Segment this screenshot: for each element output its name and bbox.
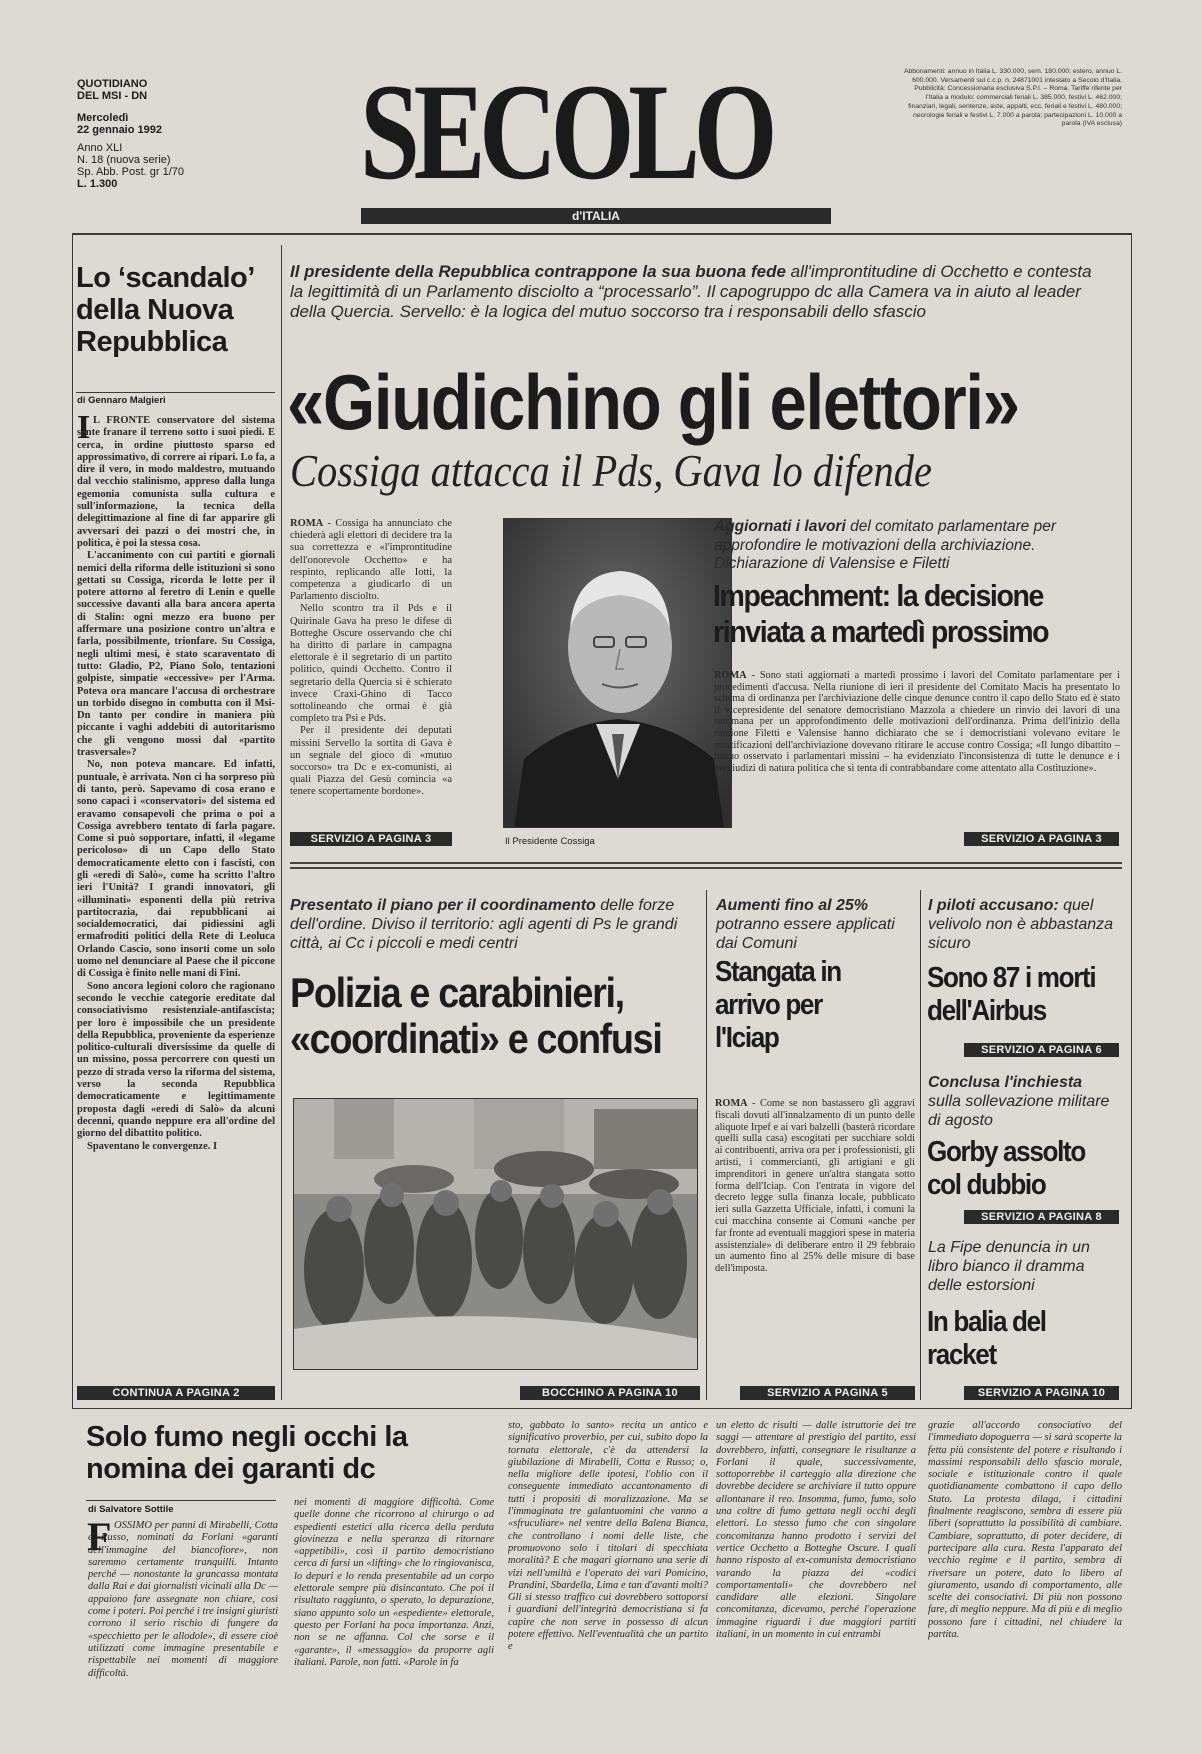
main-headline: «Giudichino gli elettori» — [287, 358, 1019, 446]
iciap-body — [715, 1098, 915, 1376]
impeachment-headline: Impeachment: la decisione rinviata a martedì prossimo — [713, 578, 1049, 649]
cossiga-portrait-svg — [504, 519, 732, 828]
gorby-kicker-bold: Conclusa l'inchiesta — [928, 1074, 1083, 1091]
main-para-1 — [290, 518, 452, 603]
photo-caption: Il Presidente Cossiga — [505, 836, 595, 847]
main-para-1-text: - Cossiga ha annunciato che chiederà agli elettori di decidere tra la sua correttezza e «l'improntitudine dell'onorevole Occhetto» e ha respinto, replicando alle Iotti, la competenza a giudicarlo di un Parlamento disciolto. — [290, 518, 452, 603]
section-separator — [290, 862, 1122, 869]
polizia-bocchino-bar[interactable]: BOCCHINO A PAGINA 10 — [520, 1386, 700, 1400]
main-servizio-bar[interactable]: SERVIZIO A PAGINA 3 — [290, 832, 452, 846]
cossiga-photo — [503, 518, 732, 828]
bottom-col-2: nei momenti di maggiore difficoltà. Come quelle donne che ricorrono al chirurgo o ad espedienti estetici alla ricerca della perduta giovinezza e nella speranza di ritornare «appetibili», così il partito democristiano cerca di farsi un «lifting» che lo ringiovanisca, lo depuri e lo renda presentabile ad un corpo elettorale sempre più disincantato. Che poi il risultato raggiunto, o sperato, lo depurazione, siano appunto solo un «espediente» elettorale, questo per Forlani ha poca importanza. Anzi, non se ne affanna. Col che sorse e il «garante», il «messaggio» da proporre agli italiani. Parole, non fatti. «Parole in fa — [294, 1497, 494, 1668]
bottom-col-4: un eletto dc risulti — dalle istruttorie dei tre saggi — attentare al prestigio del partito, essi dovrebbero, infatti, consegnare le risultanze a Forlani il quale, successivamente, sottoporrebbe il carteggio alla direzione che dovrebbe decidere se archiviare il tutto oppure allontanare il reo. Insomma, fumo, fumo, solo una coltre di fumo gettata negli occhi degli elettori. Lo stesso fumo che con singolare concomitanza hanno prodotto i servizi del vertice Occhetto a Botteghe Oscure. I quali hanno risposto al ex-comunista democristiano varando la piazza dei «codici comportamentali» che dovrebbero nel candidare alle elezioni. Singolare concomitanza, dicevamo, perché l'operazione immagine riguardi i due maggiori partiti italiani, in un momento in cui entrambi — [716, 1420, 916, 1641]
gorby-headline: Gorby assolto col dubbio — [927, 1136, 1085, 1201]
frame-bottom-rule — [72, 1408, 1132, 1409]
polizia-kicker-rest: delle forze dell'ordine. Diviso il territorio: agli agenti di Ps le grandi città, ai Cc i piccoli e medi centri — [290, 897, 678, 952]
main-dateline: ROMA — [290, 518, 324, 529]
airbus-headline: Sono 87 i morti dell'Airbus — [927, 962, 1096, 1027]
masthead-weekday: Mercoledì — [77, 112, 129, 124]
iciap-text: - Come se non bastassero gli aggravi fiscali dovuti all'innalzamento di un punto delle aliquote Irpef e ai vari balzelli (basterà ricordare quelli sulla casa) escogitati per succhiare soldi ai contribuenti, arriva ora per i professionisti, gli artisti, i commercianti, gli artigiani e gli imprenditori in genere un'altra stangata sotto forma dell'Iciap. Con l'entrata in vigore del decreto legge sulla finanza locale, pubblicato ieri sulla Gazzetta Ufficiale, infatti, i comuni la cui macchina consente ai Comuni «anche per far fronte ad eventuali maggiori spese in materia assistenziale» di deliberare entro il 29 febbraio un aumento fino al 25% delle misure di base dell'imposta. — [715, 1098, 915, 1275]
masthead-anno: Anno XLI — [77, 142, 123, 154]
left-para-4: Sono ancora legioni coloro che ragionano secondo le vecchie categorie ereditate dal consociativismo resistenziale-antifascista; per loro è impossibile che un presidente della Repubblica, proveniente da esperienze politico-culturali diversissime da quelle di un missino, possa percorrere con questi un pezzo di strada verso la riforma del sistema, verso la seconda Repubblica democraticamente e legittimamente proposta dagli «eredi di Salò» da alcuni decenni, quando neppure era all'ordine del giorno del dibattito politico. — [77, 980, 275, 1140]
gorby-kicker — [928, 1073, 1118, 1130]
main-deck — [290, 262, 1100, 322]
impeachment-kicker — [714, 518, 1094, 574]
main-para-2: Nello scontro tra il Pds e il Quirinale Gava ha preso le difese di Botteghe Oscure osservando che chi ha diritto di parlare in campagna elettorale è il segretario di un partito politico, quindi Occhetto. Contro il segretario della Quercia si è schierato invece Craxi-Ghino di Tacco sottolineando che ormai è già completo tra Psi e Pds. — [290, 603, 452, 725]
iciap-para — [715, 1098, 915, 1275]
iciap-kicker-bold: Aumenti fino al 25% — [716, 897, 869, 914]
masthead-label-2: DEL MSI - DN — [77, 90, 148, 102]
left-column-rule — [281, 245, 282, 1400]
iciap-kicker-rest: potranno essere applicati dai Comuni — [716, 916, 895, 952]
bottom-col-5: grazie all'accordo consociativo del l'immediato dopoguerra — si sarà scoperte la fetta più consistente del potere e risultando i massimi responsabili dello sfascio morale, sociale e istituzionale contro il quale quotidianamente combattono il capo dello Stato. La protesta dilaga, i cittadini finalmente reagiscono, sembra di essere più liberi (soprattutto la possibilità di cambiare. Cambiare, soprattutto, di poter decidere, di partecipare alla cura. Resta l'apparato del vecchio regime e il partito, sembra di riversare un potere, dato lo libero al giuramento, usando di comportamento, alle scelte dei consociativi. Di più non possono fare, di meglio neppure. Ma di più e di meglio possono fare i cittadini, nel chiudere la partita. — [928, 1420, 1122, 1641]
left-headline: Lo ‘scandalo’ della Nuova Repubblica — [76, 262, 254, 358]
polizia-photo — [293, 1098, 698, 1370]
left-byline: di Gennaro Malgieri — [77, 395, 166, 406]
frame-right-rule — [1131, 233, 1132, 1409]
airbus-servizio-bar[interactable]: SERVIZIO A PAGINA 6 — [964, 1043, 1119, 1057]
iciap-servizio-bar[interactable]: SERVIZIO A PAGINA 5 — [740, 1386, 915, 1400]
impeachment-kicker-rest: del comitato parlamentare per approfondire le motivazioni della archiviazione. Dichiarazione di Valensise e Filetti — [714, 518, 1056, 572]
impeachment-body — [714, 670, 1120, 825]
masthead-right-box: Abbonamenti: annuo in Italia L. 330.000, sem. 180.000; estero, annuo L. 600.000. Versamenti sul c.c.p. n. 24871001 intestato a Secolo d'Italia. Pubblicità: Concessionaria esclusiva S.P.I. – Roma. Tariffe riferite per l'Italia a modulo: commerciali feriali L. 385.000, festivi L. 462.000; finanziari, legali, sentenze, aste, appalti, ecc. feriali e festivi L. 480.000; necrologie feriali e festivi L. 7.000 a parola; partecipazioni L. 10.000 a parola (IVA esclusa) — [903, 68, 1122, 128]
left-para-5: Spaventano le convergenze. I — [87, 1140, 218, 1152]
iciap-right-rule — [920, 890, 921, 1400]
frame-top-rule — [72, 233, 1132, 235]
racket-headline: In balia del racket — [927, 1306, 1046, 1371]
bottom-col-1: OSSIMO per panni di Mirabelli, Cotta e Russo, nominati da Forlani «garanti dell'immagine del biancofiore», non saremmo certamente tranquilli. Intanto perché — nonostante la grancassa montata dalla Rai e dai giornalisti vicinali alla Dc — appaiono fare assegnate non chiare, così come i poteri. Poi perché i tre insigni giuristi corrono il serio rischio di fungere da «specchietto per le allodole», di essere cioè utilizzati come immagine presentabile e rispettabile nei momenti di maggiore difficoltà. — [88, 1520, 278, 1679]
masthead-subtitle-bar — [361, 208, 831, 224]
polizia-kicker — [290, 896, 710, 953]
impeachment-para — [714, 670, 1120, 774]
gorby-servizio-bar[interactable]: SERVIZIO A PAGINA 8 — [964, 1210, 1119, 1224]
masthead-numero: N. 18 (nuova serie) — [77, 154, 171, 166]
racket-servizio-bar[interactable]: SERVIZIO A PAGINA 10 — [964, 1386, 1119, 1400]
bottom-byline-rule — [86, 1500, 276, 1501]
impeachment-text: - Sono stati aggiornati a martedì prossimo i lavori del Comitato parlamentare per i procedimenti d'accusa. Nella riunione di ieri il presidente del Comitato Macis ha presentato lo schema di ordinanza per l'archiviazione delle cinque denunce contro il capo dello Stato ed è stato il vicepresidente del senatore democristiano Mazzola a chiedere un rinvio dei lavori di una settimana per un approfondimento delle motivazioni dell'ordinanza. Prima dell'inizio della riunione Filetti e Valensise hanno dichiarato che se i democristiani volevano evitare le mortificazioni dell'archiviazione dovevano ritirare le accuse contro Cossiga; «Il lungo dibattito – hanno osservato i parlamentari missini – ha evidenziato l'inconsistenza di tutte le denunce e i pregiudizi di natura politica che si tenta di contrabbandare come attentato alla Costituzione». — [714, 670, 1120, 774]
polizia-crowd-svg — [294, 1099, 698, 1370]
polizia-iciap-rule — [706, 890, 707, 1400]
masthead-title: SECOLO — [360, 55, 772, 208]
main-deck-rest: all'improntitudine di Occhetto e contesta la legittimità di un Parlamento disciolto a “processarlo”. Il capogruppo dc alla Camera va in aiuto al leader della Quercia. Servello: è la logica del mutuo soccorso tra i responsabili dello sfascio — [290, 262, 1092, 321]
airbus-kicker — [928, 896, 1118, 953]
masthead-date: 22 gennaio 1992 — [77, 124, 162, 136]
bottom-byline: di Salvatore Sottile — [88, 1504, 174, 1515]
main-subheadline: Cossiga attacca il Pds, Gava lo difende — [290, 445, 932, 496]
bottom-col-3: sto, gabbato lo santo» recita un antico e significativo proverbio, per cui, subito dopo la tornata elettorale, c'è da attendersi la giubilazione di Mirabelli, Cotta e Russo; o, nella migliore delle ipotesi, l'oblio con il conseguente immediato accantonamento di tutti i propositi di moralizzazione. Ma se l'immaginata tre galantuomini che vanno a «sfruculiare» nel ventre della Balena Bianca, che controllano i nomi delle liste, che promuovono solo i titolari di specchiata moralità? E che magari giornano una serie di vizi nell'umiltà e l'operato dei vari Pomicino, Prandini, Sbardella, Lima e tan d'avanti molti? Gli si stesso traffico cui dovrebbero sottoporsi i guardiani dell'integrità democristiana si fa capire che non serve in possesso di alcun potere effettivo. Nell'eventualità che un partito e — [508, 1420, 708, 1653]
racket-kicker: La Fipe denuncia in un libro bianco il dramma delle estorsioni — [928, 1239, 1090, 1294]
main-deck-bold: Il presidente della Repubblica contrappone la sua buona fede — [290, 262, 786, 281]
polizia-headline: Polizia e carabinieri, «coordinati» e confusi — [290, 969, 662, 1062]
masthead-spedizione: Sp. Abb. Post. gr 1/70 — [77, 166, 185, 178]
masthead-label-1: QUOTIDIANO — [77, 78, 148, 90]
masthead-left — [77, 78, 227, 190]
left-continua-bar[interactable]: CONTINUA A PAGINA 2 — [77, 1386, 275, 1400]
impeachment-servizio-bar[interactable]: SERVIZIO A PAGINA 3 — [964, 832, 1119, 846]
iciap-kicker — [716, 896, 896, 953]
polizia-kicker-bold: Presentato il piano per il coordinamento — [290, 897, 596, 914]
airbus-kicker-bold: I piloti accusano: — [928, 897, 1059, 914]
left-byline-rule — [76, 392, 275, 393]
left-para-3: No, non poteva mancare. Ed infatti, puntuale, è arrivata. Non ci ha sorpreso più di tanto, però. Sapevamo di cosa erano e sono capaci i «conservatori» del sistema ed eravamo consapevoli che prima o poi a Cossiga avrebbero tentato di farla pagare. Come si può sopportare, infatti, il «legame pericoloso» di un Capo dello Stato democraticamente eletto con i fascisti, con gli «eredi di Salò», come ha scritto l'altro ieri l'Unità? I grandi innovatori, gli «illuminati» esponenti della più retriva partitocrazia, dai repubblicani ai socialdemocratici, dai pidiessini agli ermafroditi politici della Rete di Leoluca Orlando Cascio, sono insorti come un solo uomo nel denunciare al Paese che il piccone di Cossiga è finito nelle mani di Fini. — [77, 759, 275, 980]
main-body — [290, 518, 452, 823]
left-drop-cap: I — [77, 409, 91, 446]
iciap-headline: Stangata in arrivo per l'Iciap — [715, 956, 841, 1054]
left-para-2: L'accanimento con cui partiti e giornali nemici della riforma delle istituzioni si sono gettati su Cossiga, ricorda le lotte per il potere attorno al feretro di Lenin e quelle successive davanti alla bara ancora aperta di Stalin: ogni mezzo era buono per affermare una posizione contro un'altra e farla, possibilmente, trionfare. Su Cossiga, negli ultimi mesi, è stato scaraventato di tutto: Gladio, P2, Piano Solo, tentazioni golpiste, simpatie «eccessive» per l'Arma. Poteva ora mancare l'accusa di orchestrare un torbido disegno in combutta con il Msi-Dn tanto per condire in maniera più piccante i vaghi addebiti di autoritarismo che gli vengono mossi dal «partito trasversale»? — [77, 550, 275, 759]
frame-left-rule — [72, 233, 73, 1409]
left-para-1: L FRONTE conservatore del sistema sente franare il terreno sotto i suoi piedi. E cerca, in ordine piuttosto sparso ed approssimativo, di correre ai ripari. Lo fa, a dire il vero, in modo maldestro, mutuando dal vecchio stalinismo, appreso dalla lunga egemonia comunista sulla cultura e sull'informazione, la tecnica della delegittimazione al fine di far apparire gli avversari dei pazzi o dei mostri che, in politica, è poi la stessa cosa. — [77, 415, 275, 549]
iciap-dateline: ROMA — [715, 1098, 748, 1109]
airbus-kicker-rest: quel velivolo non è abbastanza sicuro — [928, 897, 1114, 952]
bottom-drop-cap: F — [87, 1514, 112, 1559]
bottom-headline: Solo fumo negli occhi la nomina dei garanti dc — [86, 1421, 408, 1485]
main-para-3: Per il presidente dei deputati missini Servello la sortita di Gava è un segnale del gioco di «mutuo soccorso» tra Dc e ex-comunisti, ai quali Piazza del Gesù comincia «a tenere scopertamente bordone». — [290, 725, 452, 798]
impeachment-kicker-bold: Aggiornati i lavori — [714, 518, 846, 535]
masthead-subtitle: d'ITALIA — [572, 209, 620, 223]
gorby-kicker-rest: sulla sollevazione militare di agosto — [928, 1093, 1110, 1129]
impeachment-dateline: ROMA — [714, 670, 747, 681]
masthead-prezzo: L. 1.300 — [77, 178, 118, 190]
left-body — [77, 415, 275, 1375]
